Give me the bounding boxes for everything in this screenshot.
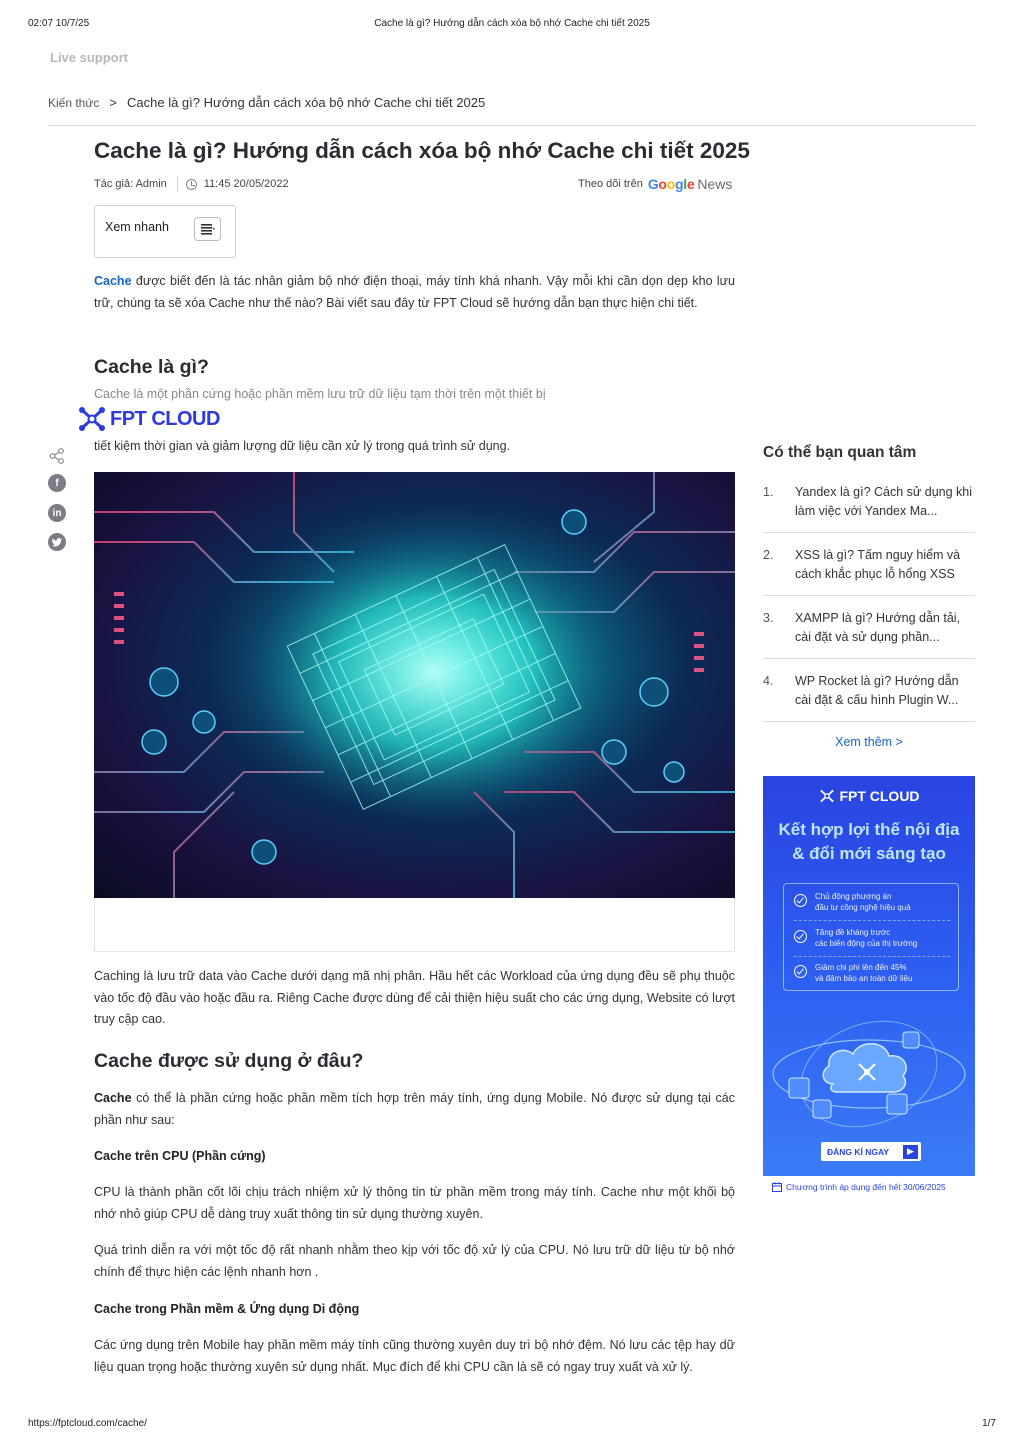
share-icon[interactable]	[48, 447, 66, 465]
ad-brand: FPT CLOUD	[839, 788, 920, 804]
breadcrumb-separator: >	[109, 95, 117, 110]
benefit-line: Giảm chi phí lên đến 45%	[815, 963, 907, 972]
google-logo	[648, 176, 694, 192]
image-caption-area	[94, 898, 735, 952]
benefit-line: Chủ động phương án	[815, 892, 892, 901]
ad-benefits-box	[783, 883, 959, 991]
meta-divider	[177, 176, 178, 192]
article-meta	[94, 176, 289, 192]
benefit-line: Tăng đề kháng trước	[815, 928, 891, 937]
check-icon	[794, 930, 807, 943]
item-title: WP Rocket là gì? Hướng dẫn cài đặt & cấu hình Plugin W...	[795, 674, 959, 707]
check-icon	[794, 965, 807, 978]
intro-paragraph	[94, 271, 735, 314]
divider	[763, 532, 975, 533]
paragraph-what-partial: tiết kiệm thời gian và giảm lượng dữ liệu cần xử lý trong quá trình sử dụng.	[94, 439, 511, 453]
google-letter: o	[658, 176, 667, 192]
google-letter: e	[686, 176, 695, 192]
google-letter: l	[683, 176, 687, 192]
google-letter: g	[674, 176, 684, 192]
paragraph-caching: Caching là lưu trữ data vào Cache dưới dạng mã nhị phân. Hầu hết các Workload của ứng dụng đều sẽ phụ thuộc vào tốc độ đầu vào hoặc đầu ra. Riêng Cache được dùng để cải thiện hiệu suất cho các ứng dụng, Website có lượt truy cập cao.	[94, 969, 735, 1026]
clock-icon	[186, 179, 197, 190]
live-support-link[interactable]: Live support	[50, 50, 129, 65]
heading-cache-cpu: Cache trên CPU (Phần cứng)	[94, 1149, 266, 1163]
cloud-illustration	[763, 1004, 975, 1134]
ad-note	[772, 1182, 946, 1192]
follow-text: Theo dõi trên	[578, 178, 643, 190]
fpt-cloud-logo[interactable]	[78, 406, 220, 432]
ad-note-text: Chương trình áp dụng đến hết 30/06/2025	[786, 1182, 946, 1192]
obscured-paragraph-line	[94, 387, 735, 404]
sidebar-title: Có thể bạn quan tâm	[763, 444, 917, 461]
ad-headline-line: Kết hợp lợi thế nội địa	[778, 820, 960, 839]
ad-logo	[763, 788, 975, 804]
ad-benefit	[794, 963, 950, 984]
divider	[48, 125, 976, 126]
heading-cache-what: Cache là gì?	[94, 356, 209, 378]
breadcrumb	[48, 95, 485, 110]
heading-cache-mobile: Cache trong Phần mềm & Ứng dụng Di động	[94, 1302, 360, 1316]
register-label: ĐĂNG KÍ NGAY	[827, 1146, 890, 1157]
print-footer	[28, 1418, 996, 1429]
author: Tác giả: Admin	[94, 178, 167, 190]
where-text: có thể là phần cứng hoặc phần mềm tích hợp trên máy tính, ứng dụng Mobile. Nó được sử dụng tại các phần như sau:	[94, 1091, 735, 1127]
benefit-line: đầu tư công nghệ hiệu quả	[815, 902, 911, 912]
publish-time: 11:45 20/05/2022	[203, 178, 289, 190]
twitter-icon[interactable]	[48, 533, 66, 551]
fpt-cloud-brand: FPT CLOUD	[110, 407, 220, 430]
paragraph-cpu-2: Quá trình diễn ra với một tốc độ rất nhanh nhằm theo kịp với tốc độ xử lý của CPU. Nó lưu trữ dữ liệu từ bộ nhớ chính để thực hiện các lệnh nhanh hơn .	[94, 1243, 735, 1279]
divider	[763, 658, 975, 659]
print-header	[28, 18, 996, 29]
chevron-right-icon: ▶	[903, 1145, 918, 1159]
item-number: 2.	[763, 548, 774, 562]
related-article-item[interactable]	[763, 546, 975, 584]
ad-benefit	[794, 892, 950, 913]
ad-divider	[794, 920, 950, 921]
google-letter: G	[647, 176, 659, 192]
register-button[interactable]	[821, 1142, 921, 1161]
google-news-follow[interactable]	[578, 176, 732, 192]
print-url: https://fptcloud.com/cache/	[28, 1418, 147, 1429]
fpt-cloud-icon	[78, 406, 106, 432]
benefit-line: các biến động của thị trường	[815, 938, 918, 948]
related-article-item[interactable]	[763, 672, 975, 710]
related-article-item[interactable]	[763, 483, 975, 521]
item-number: 1.	[763, 485, 774, 499]
news-label: News	[697, 176, 733, 192]
fpt-cloud-icon	[818, 788, 836, 804]
print-datetime: 02:07 10/7/25	[28, 18, 90, 29]
linkedin-icon[interactable]: in	[48, 504, 66, 522]
hero-image-cpu-circuit	[94, 472, 735, 898]
ad-headline-line: & đổi mới sáng tạo	[792, 844, 946, 863]
toc-toggle-button[interactable]	[194, 217, 221, 241]
page-title: Cache là gì? Hướng dẫn cách xóa bộ nhớ Cache chi tiết 2025	[94, 138, 750, 163]
calendar-icon	[772, 1182, 782, 1192]
ad-benefit	[794, 928, 950, 949]
heading-cache-where: Cache được sử dụng ở đâu?	[94, 1050, 364, 1072]
google-letter: o	[666, 176, 675, 192]
item-number: 4.	[763, 674, 774, 688]
print-title: Cache là gì? Hướng dẫn cách xóa bộ nhớ Cache chi tiết 2025	[374, 18, 650, 29]
paragraph-where	[94, 1088, 735, 1131]
ad-divider	[794, 956, 950, 957]
divider	[763, 721, 975, 722]
intro-text: được biết đến là tác nhân giảm bộ nhớ điện thoại, máy tính khá nhanh. Vậy mỗi khi cần dọn dẹp kho lưu trữ, chúng ta sẽ xóa Cache như thế nào? Bài viết sau đây từ FPT Cloud sẽ hướng dẫn bạn thực hiện chi tiết.	[94, 274, 735, 310]
list-icon	[201, 224, 215, 235]
divider	[763, 595, 975, 596]
obscured-text: Cache là một phần cứng hoặc phần mềm lưu trữ dữ liệu tạm thời trên một thiết bị	[94, 387, 546, 401]
print-page: 1/7	[982, 1418, 996, 1429]
quick-view-box	[94, 205, 236, 258]
where-bold: Cache	[94, 1091, 132, 1105]
item-title: XAMPP là gì? Hướng dẫn tải, cài đặt và sử dụng phần...	[795, 611, 961, 644]
breadcrumb-parent[interactable]: Kiến thức	[48, 95, 100, 110]
facebook-icon[interactable]: f	[48, 474, 66, 492]
breadcrumb-current: Cache là gì? Hướng dẫn cách xóa bộ nhớ Cache chi tiết 2025	[127, 95, 486, 110]
item-title: XSS là gì? Tấm nguy hiểm và cách khắc phục lỗ hổng XSS	[795, 548, 961, 581]
check-icon	[794, 894, 807, 907]
paragraph-mobile: Các ứng dụng trên Mobile hay phần mềm máy tính cũng thường xuyên duy trì bộ nhớ đệm. Nó lưu các tệp hay dữ liệu quan trọng hoặc thường xuyên sử dụng nhất. Mục đích để khi CPU cần là sẽ có ngay truy xuất và xử lý.	[94, 1338, 735, 1374]
benefit-line: và đảm bảo an toàn dữ liệu	[815, 973, 913, 983]
cache-link[interactable]: Cache	[94, 274, 132, 288]
related-article-item[interactable]	[763, 609, 975, 647]
ad-banner[interactable]	[763, 776, 975, 1176]
item-number: 3.	[763, 611, 774, 625]
paragraph-cpu-1: CPU là thành phần cốt lõi chịu trách nhiệm xử lý thông tin từ phần mềm trong máy tính. Cache như một khối bộ nhớ nhỏ giúp CPU dễ dàng truy xuất thông tin sử dụng thường xuyên.	[94, 1185, 735, 1221]
quick-view-label: Xem nhanh	[105, 220, 169, 234]
ad-headline	[763, 818, 975, 866]
see-more-link[interactable]: Xem thêm >	[835, 735, 903, 749]
item-title: Yandex là gì? Cách sử dụng khi làm việc với Yandex Ma...	[795, 485, 972, 518]
